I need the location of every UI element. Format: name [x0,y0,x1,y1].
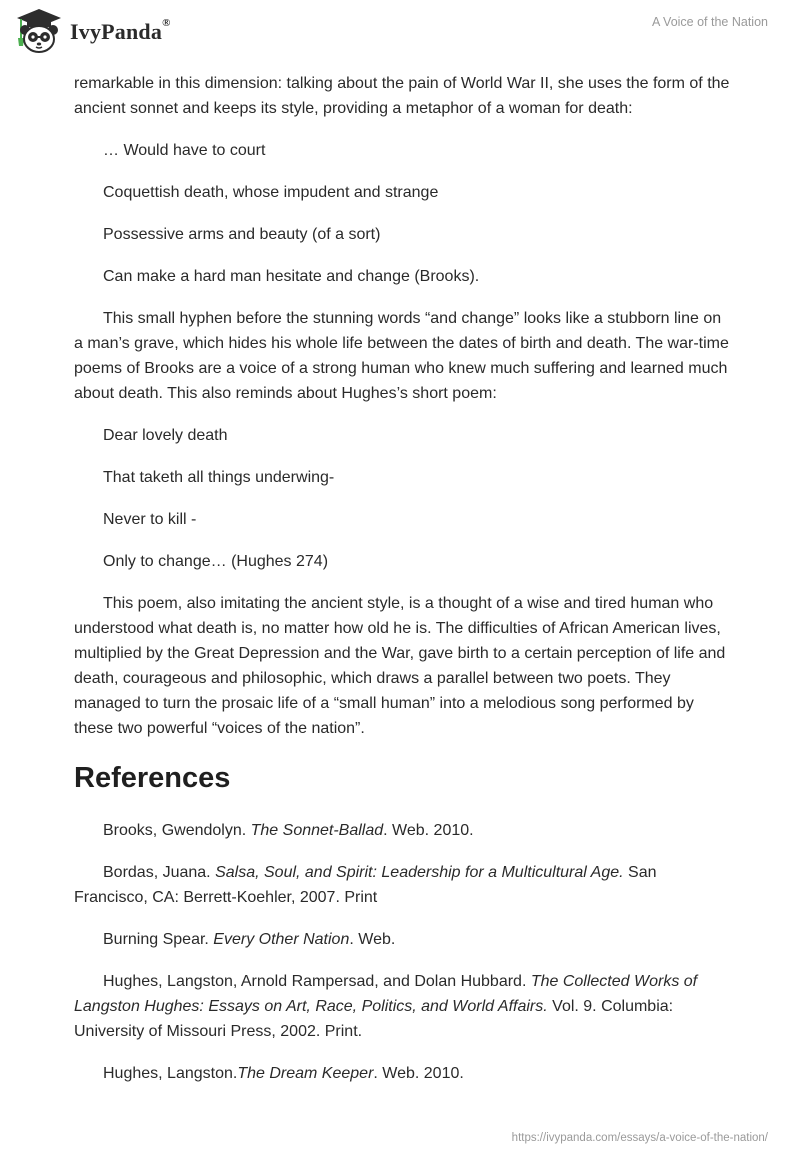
body-paragraph: This small hyphen before the stunning words “and change” looks like a stubborn line on a man’s grave, which hides his whole life between the dates of birth and death. The war-time poems of Brooks are a voice of a strong human who knew much suffering and learned much about death. This also reminds about Hughes’s short poem: [74,310,729,402]
body-paragraph: This poem, also imitating the ancient style, is a thought of a wise and tired human who understood what death is, no matter how old he is. The difficulties of African American lives, multiplied by the Great Depression and the War, gave birth to a certain perception of life and death, courageous and philosophic, which draws a parallel between two poets. They managed to turn the prosaic life of a “small human” into a melodious song performed by these two powerful “voices of the nation”. [74,595,726,737]
reference-title: The Sonnet-Ballad [250,822,384,839]
verse-line: Never to kill - [103,511,197,528]
reference-entry: Brooks, Gwendolyn. The Sonnet-Ballad. Web. 2010. [103,822,474,839]
page-header [0,0,800,64]
verse-line: Coquettish death, whose impudent and strange [103,184,439,201]
panda-graduate-icon [14,8,64,54]
reference-title: The Dream Keeper [237,1065,374,1082]
reference-entry: Bordas, Juana. Salsa, Soul, and Spirit: Leadership for a Multicultural Age. San Francisco, CA: Berrett-Koehler, 2007. Print [74,864,657,906]
verse-line: Possessive arms and beauty (of a sort) [103,226,381,243]
verse-line: Can make a hard man hesitate and change (Brooks). [103,268,480,285]
verse-line: … Would have to court [103,142,266,159]
verse-line: Only to change… (Hughes 274) [103,553,329,570]
reference-entry: Burning Spear. Every Other Nation. Web. [103,931,396,948]
verse-line: That taketh all things underwing- [103,469,335,486]
verse-line: Dear lovely death [103,427,228,444]
document-title: A Voice of the Nation [651,15,768,29]
brand-name: IvyPanda® [70,17,171,44]
references-heading: References [74,762,231,794]
ivypanda-logo[interactable] [14,8,171,54]
essay-content [74,71,734,1086]
reference-title: Salsa, Soul, and Spirit: Leadership for a Multicultural Age. [215,864,624,881]
reference-entry: Hughes, Langston.The Dream Keeper. Web. 2010. [103,1065,464,1082]
source-url-link[interactable]: https://ivypanda.com/essays/a-voice-of-the-nation/ [511,1132,768,1144]
intro-paragraph: remarkable in this dimension: talking about the pain of World War II, she uses the form of the ancient sonnet and keeps its style, providing a metaphor of a woman for death: [74,75,730,117]
reference-title: The Collected Works of Langston Hughes: Essays on Art, Race, Politics, and World Affairs. [74,973,698,1015]
reference-entry: Hughes, Langston, Arnold Rampersad, and Dolan Hubbard. The Collected Works of Langston Hughes: Essays on Art, Race, Politics, and World Affairs. Vol. 9. Columbia: University of Missouri Press, 2002. Print. [74,973,698,1040]
reference-title: Every Other Nation [213,931,350,948]
